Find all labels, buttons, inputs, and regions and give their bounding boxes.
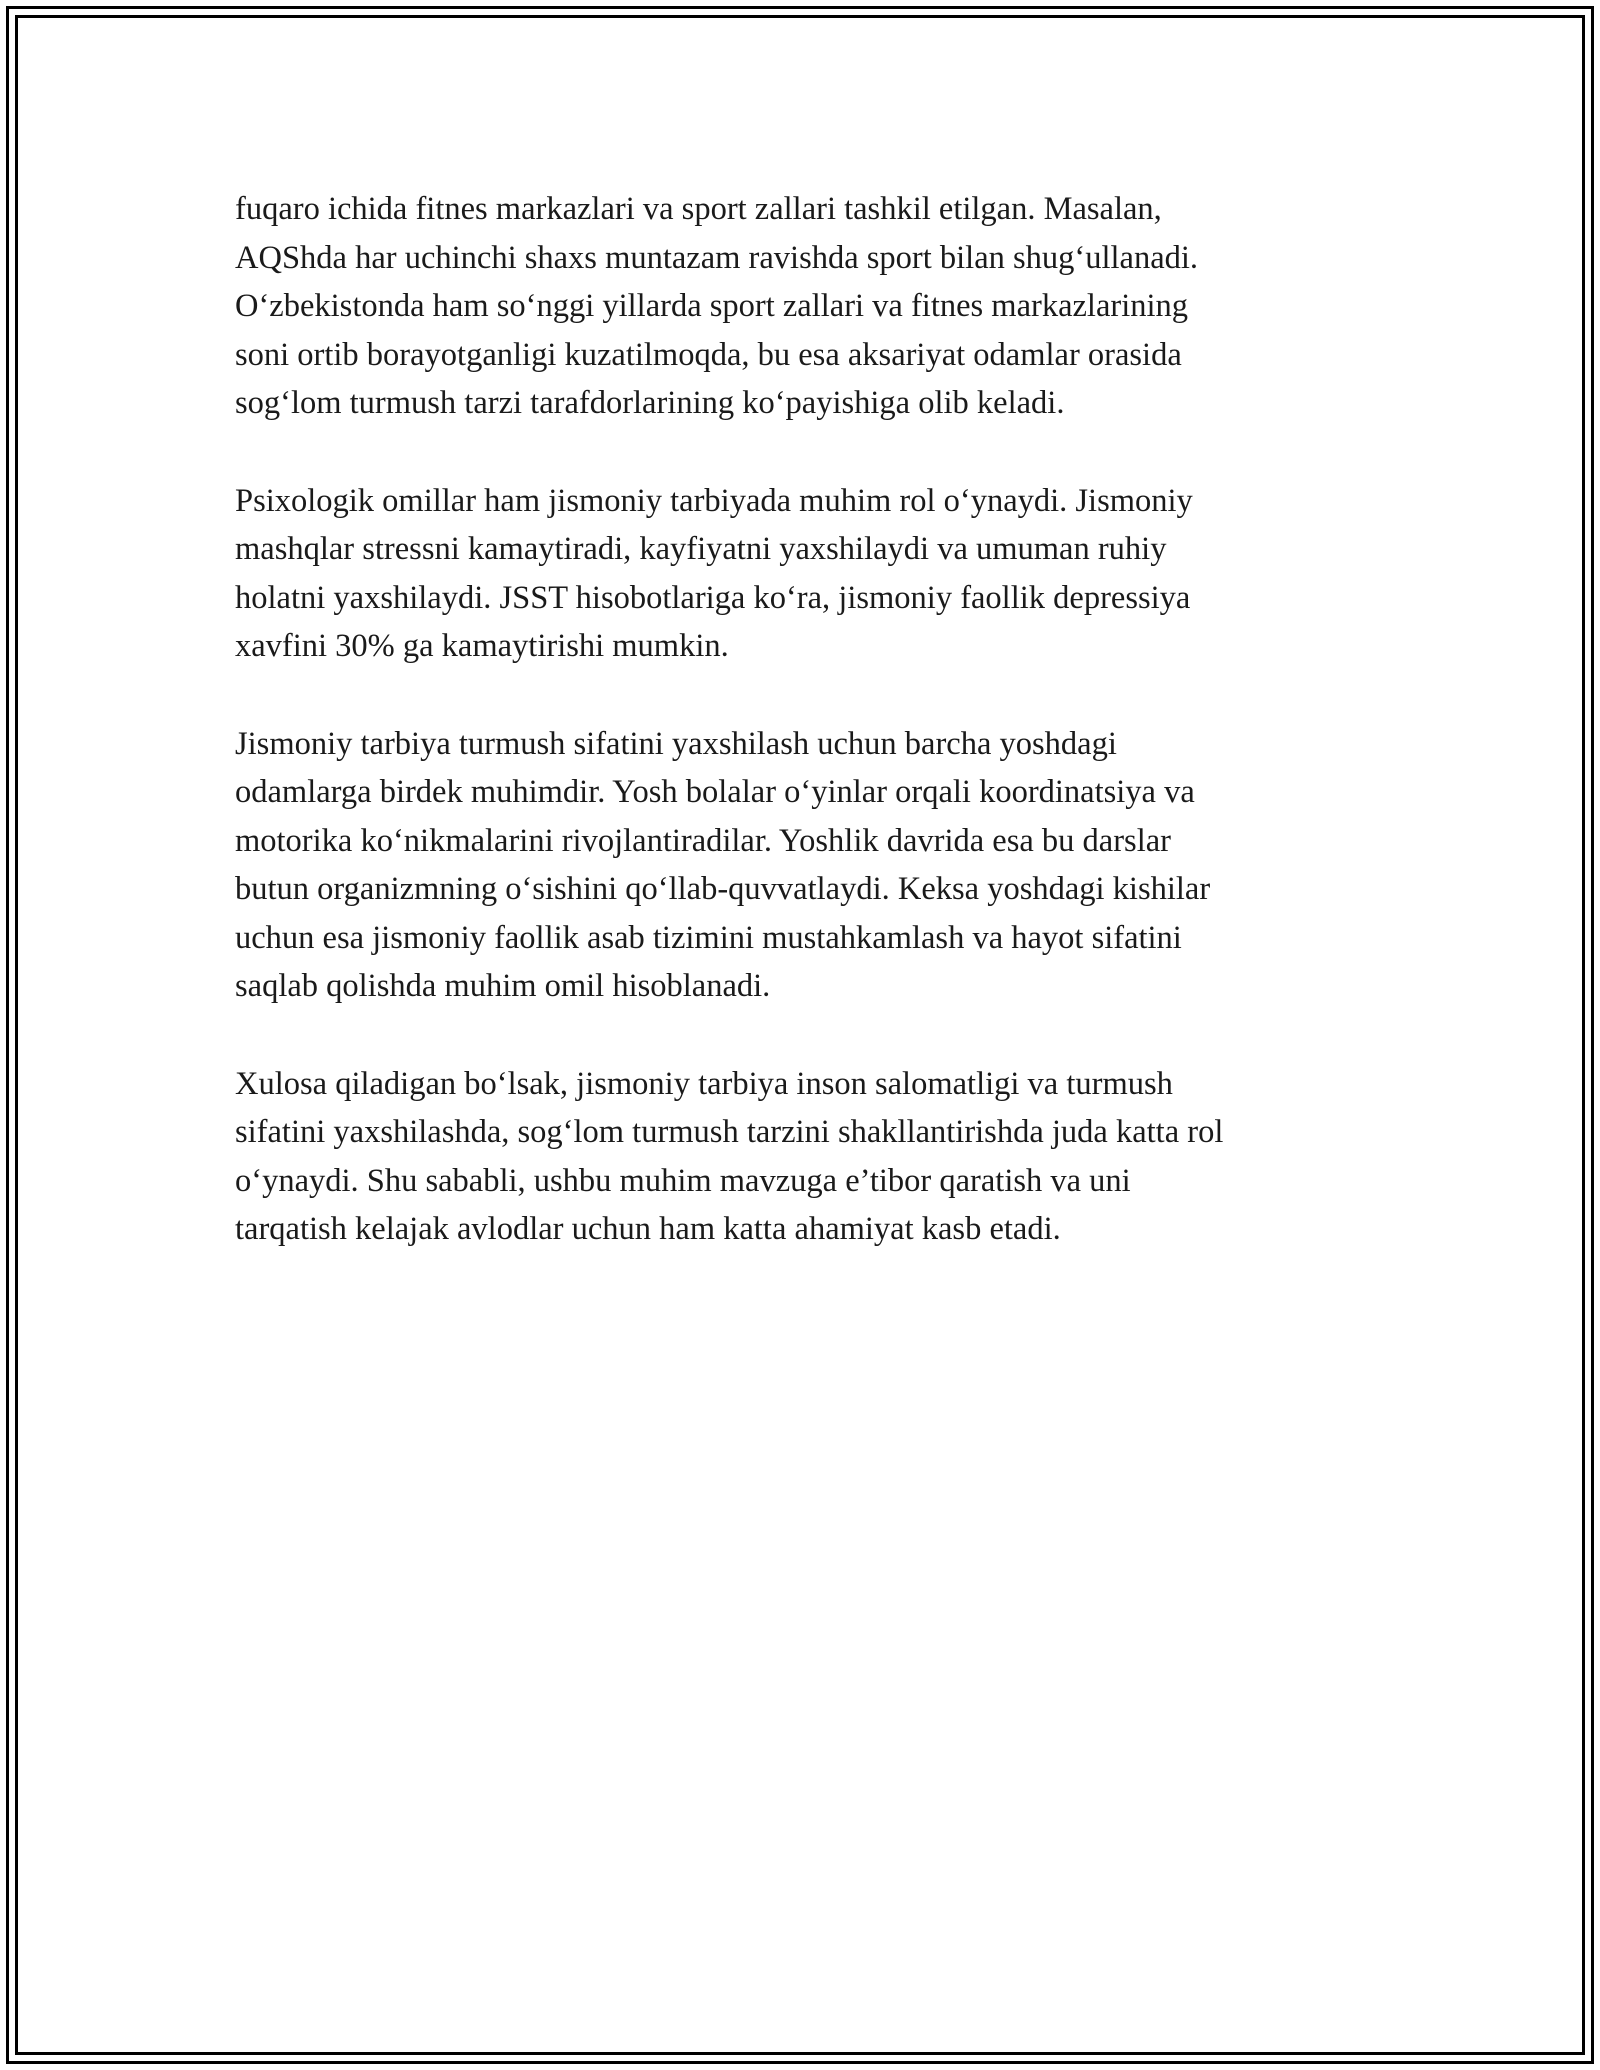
text-line: Jismoniy tarbiya turmush sifatini yaxshilash uchun barcha yoshdagi [235,725,1117,762]
text-line: Psixologik omillar ham jismoniy tarbiyada muhim rol o‘ynaydi. Jismoniy [235,482,1193,519]
paragraph-all-ages [235,720,1365,1011]
text-line: fuqaro ichida fitnes markazlari va sport zallari tashkil etilgan. Masalan, [235,191,1162,227]
text-line: holatni yaxshilaydi. JSST hisobotlariga ko‘ra, jismoniy faollik depressiya [235,579,1191,616]
text-line: butun organizmning o‘sishini qo‘llab-quvvatlaydi. Keksa yoshdagi kishilar [235,871,1211,907]
text-line: mashqlar stressni kamaytiradi, kayfiyatni yaxshilaydi va umuman ruhiy [235,531,1167,567]
text-line: Xulosa qiladigan bo‘lsak, jismoniy tarbiya inson salomatligi va turmush [235,1065,1173,1102]
paragraph-conclusion [235,1060,1365,1254]
text-line: o‘ynaydi. Shu sababli, ushbu muhim mavzuga e’tibor qaratish va uni [235,1162,1131,1199]
text-line: saqlab qolishda muhim omil hisoblanadi. [235,968,771,1004]
text-line: O‘zbekistonda ham so‘nggi yillarda sport zallari va fitnes markazlarining [235,288,1189,324]
document-body [235,185,1365,1303]
text-line: tarqatish kelajak avlodlar uchun ham katta ahamiyat kasb etadi. [235,1211,1061,1247]
text-line: AQShda har uchinchi shaxs muntazam ravishda sport bilan shug‘ullanadi. [235,239,1199,276]
text-line: sifatini yaxshilashda, sog‘lom turmush tarzini shakllantirishda juda katta rol [235,1114,1224,1150]
text-line: odamlarga birdek muhimdir. Yosh bolalar o‘yinlar orqali koordinatsiya va [235,774,1195,810]
text-line: motorika ko‘nikmalarini rivojlantiradilar. Yoshlik davrida esa bu darslar [235,822,1171,859]
text-line: xavfini 30% ga kamaytirishi mumkin. [235,628,729,664]
text-line: soni ortib borayotganligi kuzatilmoqda, bu esa aksariyat odamlar orasida [235,336,1182,373]
paragraph-psychological-factors [235,477,1365,671]
text-line: sog‘lom turmush tarzi tarafdorlarining ko‘payishiga olib keladi. [235,385,1065,421]
paragraph-fitness-centers [235,185,1365,428]
text-line: uchun esa jismoniy faollik asab tizimini mustahkamlash va hayot sifatini [235,919,1182,956]
